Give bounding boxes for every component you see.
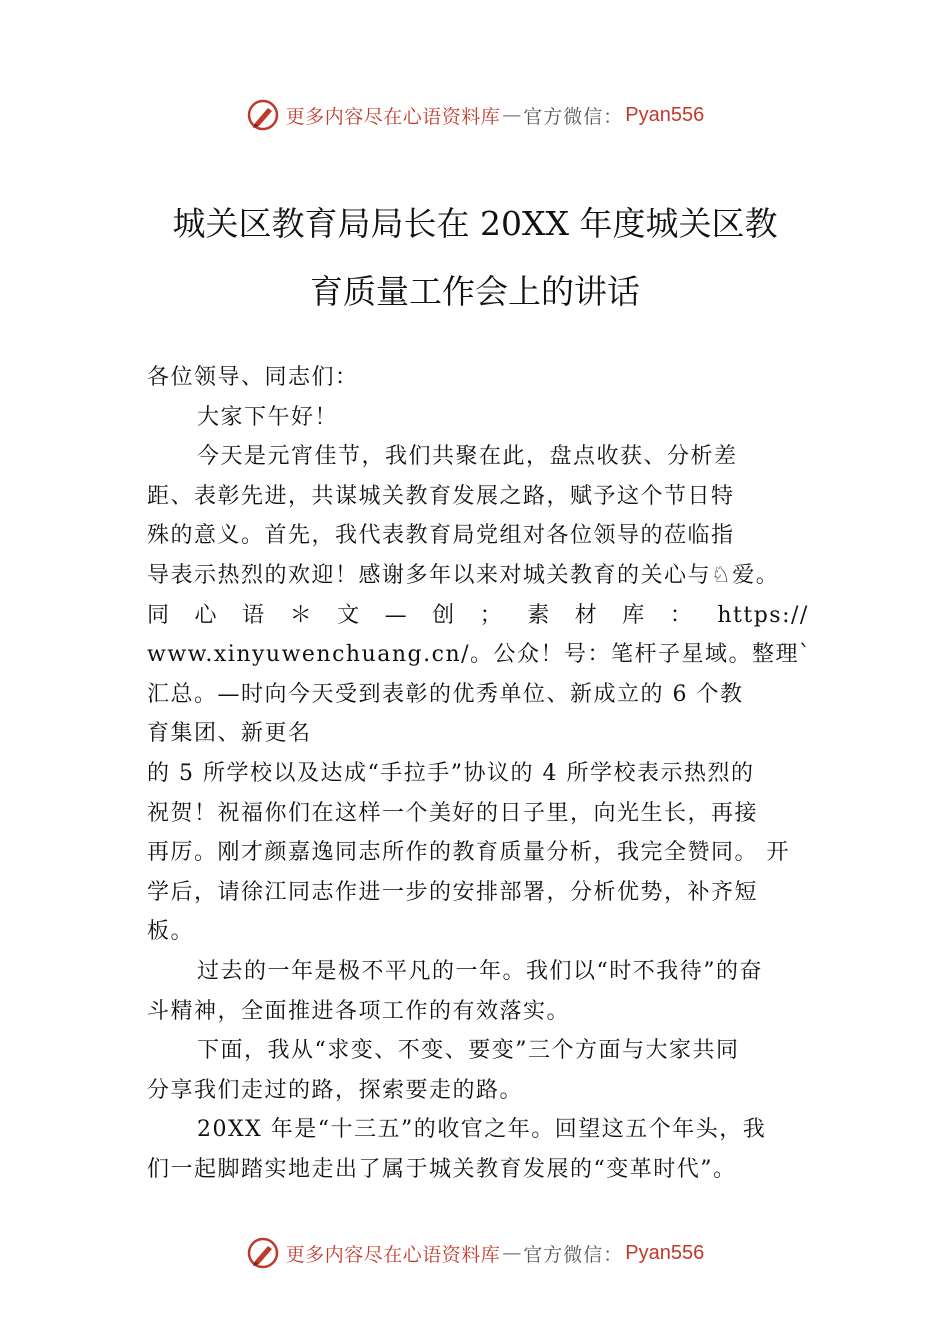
spaced-char: 素 — [527, 602, 551, 628]
spaced-char: ： — [669, 602, 694, 628]
spaced-char: — — [384, 602, 409, 628]
spaced-char: ； — [479, 602, 504, 628]
spaced-watermark-line — [147, 596, 809, 636]
paragraph-line: 导表示热烈的欢迎！感谢多年以来对城关教育的关心与♘爱。 — [147, 562, 780, 588]
salutation: 各位领导、同志们： — [147, 365, 359, 390]
paragraph-line: 的 5 所学校以及达成“手拉手”协议的 4 所学校表示热烈的 — [147, 760, 755, 786]
spaced-char: 心 — [194, 602, 219, 628]
banner-wechat-label: 官方微信： — [523, 105, 624, 128]
paragraph-line: 殊的意义。首先，我代表教育局党组对各位领导的莅临指 — [147, 523, 735, 549]
spaced-char: 创 — [432, 602, 456, 628]
spaced-char: https:// — [717, 602, 809, 628]
paragraph-line: 再厉。刚才颜嘉逸同志所作的教育质量分析，我完全赞同。 开 — [147, 840, 790, 866]
banner-wechat-id: Pyan556 — [625, 1241, 705, 1264]
banner-wechat-id: Pyan556 — [625, 103, 705, 126]
top-watermark-banner — [0, 95, 950, 135]
pen-logo-icon — [246, 98, 280, 132]
paragraph-line: 们一起脚踏实地走出了属于城关教育发展的“变革时代”。 — [147, 1156, 737, 1182]
paragraph-line: 汇总。—时向今天受到表彰的优秀单位、新成立的 6 个教 — [147, 681, 744, 707]
title-line-1: 城关区教育局局长在 20XX 年度城关区教 — [172, 204, 778, 243]
document-title — [100, 190, 850, 326]
paragraph-line: www.xinyuwenchuang.cn/。公众！号：笔杆子星域。整理` — [147, 642, 812, 668]
paragraph-line: 下面，我从“求变、不变、要变”三个方面与大家共同 — [197, 1038, 740, 1064]
paragraph-line: 距、表彰先进，共谋城关教育发展之路，赋予这个节日特 — [147, 483, 735, 509]
paragraph-line: 板。 — [147, 919, 195, 945]
paragraph-line: 今天是元宵佳节，我们共聚在此，盘点收获、分析差 — [197, 444, 738, 470]
banner-wechat-label: 官方微信： — [523, 1243, 624, 1266]
paragraph-line: 斗精神，全面推进各项工作的有效落实。 — [147, 998, 571, 1024]
spaced-char: ＊ — [289, 602, 314, 628]
banner-separator: — — [502, 104, 522, 126]
banner-main-text: 更多内容尽在心语资料库 — [285, 1243, 501, 1266]
banner-main-text: 更多内容尽在心语资料库 — [285, 105, 501, 128]
spaced-char: 文 — [337, 602, 361, 628]
spaced-char: 库 — [622, 602, 646, 628]
paragraph-line: 20XX 年是“十三五”的收官之年。回望这五个年头，我 — [197, 1117, 767, 1143]
paragraph-line: 育集团、新更名 — [147, 721, 312, 747]
document-body — [147, 358, 812, 1189]
pen-logo-icon — [246, 1236, 280, 1270]
paragraph-line: 过去的一年是极不平凡的一年。我们以“时不我待”的奋 — [197, 958, 763, 984]
paragraph-line: 学后，请徐江同志作进一步的安排部署，分析优势，补齐短 — [147, 879, 759, 905]
spaced-char: 同 — [147, 602, 171, 628]
paragraph-line: 分享我们走过的路，探索要走的路。 — [147, 1077, 524, 1103]
title-line-2: 育质量工作会上的讲话 — [310, 272, 640, 311]
paragraph-line: 大家下午好！ — [197, 404, 339, 430]
paragraph-line: 祝贺！祝福你们在这样一个美好的日子里，向光生长，再接 — [147, 800, 759, 826]
bottom-watermark-banner — [0, 1233, 950, 1273]
spaced-char: 语 — [242, 602, 266, 628]
banner-separator: — — [502, 1242, 522, 1264]
spaced-char: 材 — [574, 602, 599, 628]
